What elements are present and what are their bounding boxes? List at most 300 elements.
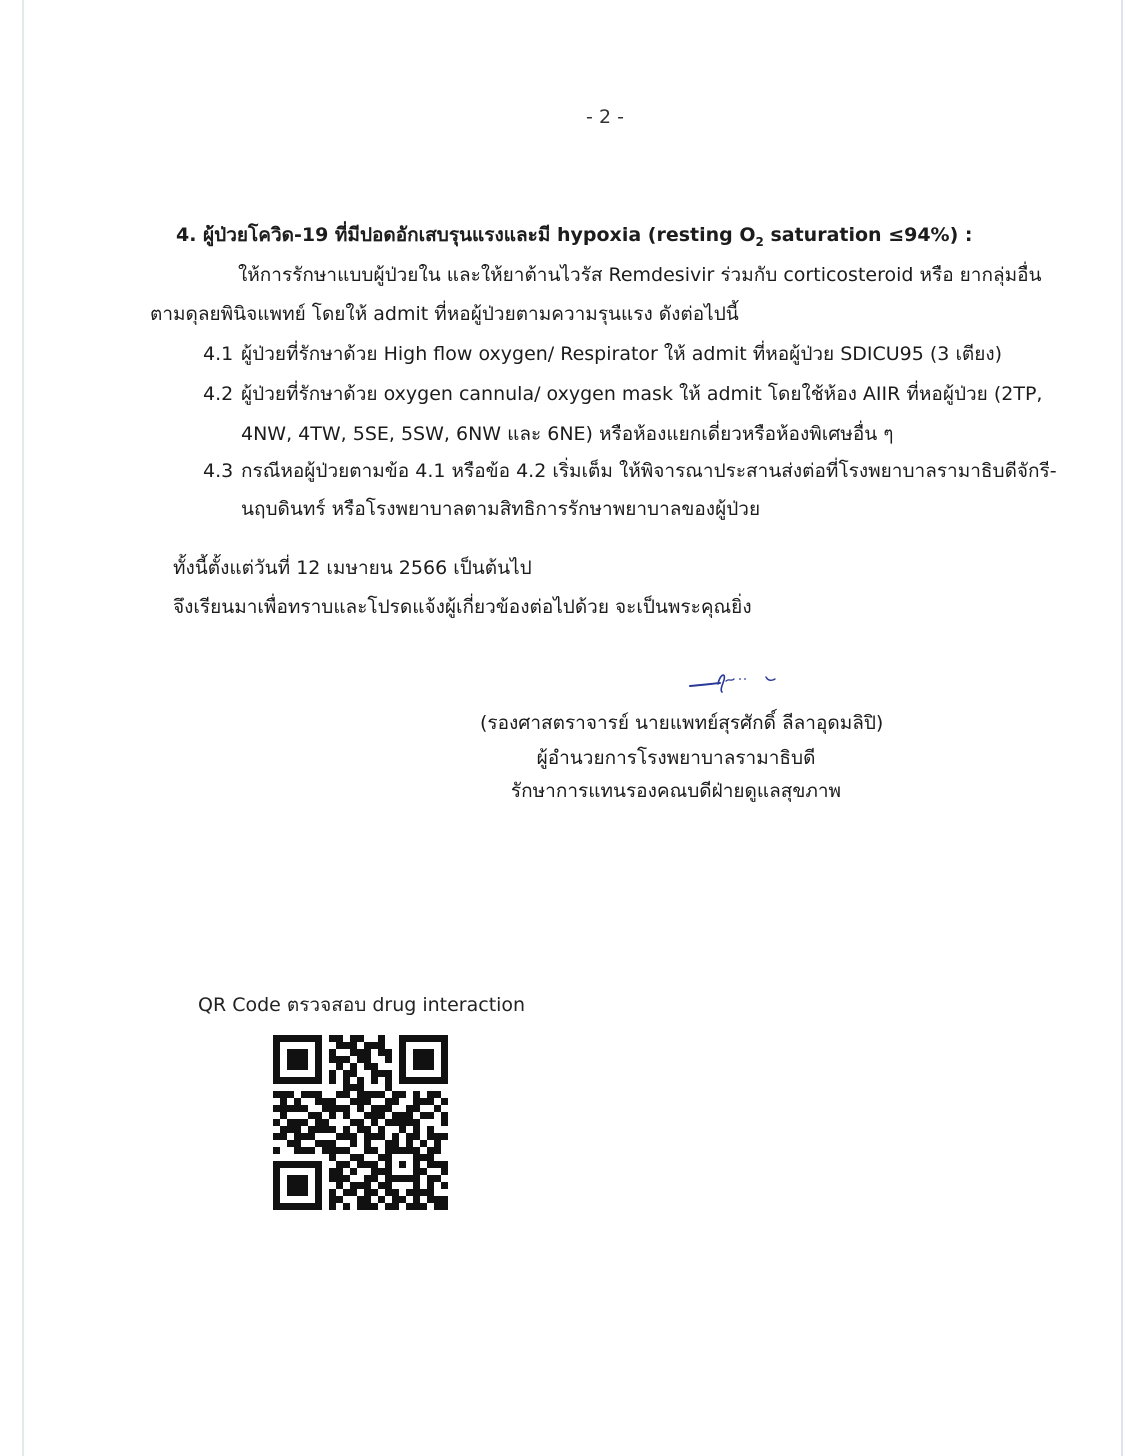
qr-module bbox=[399, 1063, 406, 1070]
qr-module bbox=[392, 1133, 399, 1140]
qr-module bbox=[434, 1175, 441, 1182]
qr-module bbox=[427, 1035, 434, 1042]
qr-module bbox=[378, 1154, 385, 1161]
qr-module bbox=[280, 1182, 287, 1189]
qr-module bbox=[322, 1056, 329, 1063]
qr-module bbox=[357, 1035, 364, 1042]
qr-module bbox=[350, 1140, 357, 1147]
qr-module bbox=[273, 1077, 280, 1084]
qr-module bbox=[301, 1168, 308, 1175]
qr-module bbox=[413, 1133, 420, 1140]
qr-module bbox=[273, 1161, 280, 1168]
heading-prefix: 4. ผู้ป่วยโควิด-19 ที่มีปอดอักเสบรุนแรงและมี hypoxia (resting O bbox=[176, 224, 756, 246]
qr-module bbox=[280, 1112, 287, 1119]
qr-module bbox=[371, 1168, 378, 1175]
qr-module bbox=[301, 1091, 308, 1098]
qr-module bbox=[371, 1161, 378, 1168]
qr-module bbox=[420, 1154, 427, 1161]
qr-module bbox=[441, 1189, 448, 1196]
qr-module bbox=[399, 1175, 406, 1182]
qr-module bbox=[406, 1112, 413, 1119]
qr-module bbox=[413, 1147, 420, 1154]
qr-module bbox=[357, 1154, 364, 1161]
qr-module bbox=[357, 1056, 364, 1063]
qr-module bbox=[294, 1084, 301, 1091]
qr-module bbox=[315, 1063, 322, 1070]
qr-module bbox=[364, 1042, 371, 1049]
qr-module bbox=[294, 1112, 301, 1119]
qr-module bbox=[378, 1203, 385, 1210]
qr-module bbox=[343, 1049, 350, 1056]
qr-module bbox=[441, 1147, 448, 1154]
qr-module bbox=[413, 1084, 420, 1091]
qr-module bbox=[336, 1098, 343, 1105]
qr-module bbox=[294, 1035, 301, 1042]
qr-module bbox=[280, 1168, 287, 1175]
qr-module bbox=[420, 1084, 427, 1091]
qr-module bbox=[343, 1140, 350, 1147]
qr-module bbox=[399, 1077, 406, 1084]
list-item-4-2 bbox=[203, 381, 1042, 407]
qr-module bbox=[434, 1056, 441, 1063]
qr-module bbox=[406, 1133, 413, 1140]
qr-module bbox=[322, 1147, 329, 1154]
qr-module bbox=[308, 1140, 315, 1147]
qr-module bbox=[378, 1098, 385, 1105]
qr-module bbox=[441, 1203, 448, 1210]
qr-module bbox=[343, 1063, 350, 1070]
qr-module bbox=[329, 1056, 336, 1063]
qr-module bbox=[329, 1140, 336, 1147]
qr-module bbox=[434, 1042, 441, 1049]
qr-module bbox=[329, 1126, 336, 1133]
qr-module bbox=[329, 1112, 336, 1119]
qr-module bbox=[301, 1056, 308, 1063]
qr-module bbox=[434, 1203, 441, 1210]
qr-module bbox=[371, 1140, 378, 1147]
qr-module bbox=[420, 1203, 427, 1210]
qr-module bbox=[385, 1154, 392, 1161]
qr-module bbox=[315, 1147, 322, 1154]
qr-module bbox=[273, 1112, 280, 1119]
qr-module bbox=[329, 1091, 336, 1098]
qr-module bbox=[294, 1133, 301, 1140]
qr-module bbox=[392, 1063, 399, 1070]
qr-module bbox=[343, 1098, 350, 1105]
qr-module bbox=[294, 1175, 301, 1182]
qr-module bbox=[434, 1091, 441, 1098]
qr-module bbox=[406, 1203, 413, 1210]
qr-module bbox=[392, 1084, 399, 1091]
qr-module bbox=[308, 1133, 315, 1140]
qr-module bbox=[343, 1091, 350, 1098]
qr-module bbox=[329, 1063, 336, 1070]
qr-module bbox=[427, 1056, 434, 1063]
qr-module bbox=[350, 1196, 357, 1203]
qr-module bbox=[350, 1126, 357, 1133]
qr-module bbox=[427, 1070, 434, 1077]
qr-module bbox=[413, 1168, 420, 1175]
qr-module bbox=[273, 1147, 280, 1154]
qr-module bbox=[399, 1091, 406, 1098]
qr-module bbox=[364, 1084, 371, 1091]
qr-module bbox=[364, 1168, 371, 1175]
qr-module bbox=[273, 1049, 280, 1056]
qr-module bbox=[420, 1182, 427, 1189]
qr-module bbox=[364, 1091, 371, 1098]
qr-module bbox=[301, 1147, 308, 1154]
qr-module bbox=[329, 1154, 336, 1161]
qr-module bbox=[336, 1063, 343, 1070]
qr-module bbox=[336, 1084, 343, 1091]
qr-module bbox=[336, 1133, 343, 1140]
qr-module bbox=[392, 1154, 399, 1161]
item-text: ผู้ป่วยที่รักษาด้วย oxygen cannula/ oxygen mask ให้ admit โดยใช้ห้อง AIIR ที่หอผู้ป่วย (2TP, bbox=[241, 383, 1043, 405]
qr-module bbox=[287, 1105, 294, 1112]
qr-module bbox=[336, 1196, 343, 1203]
qr-module bbox=[280, 1147, 287, 1154]
qr-module bbox=[434, 1140, 441, 1147]
qr-module bbox=[413, 1049, 420, 1056]
qr-module bbox=[399, 1182, 406, 1189]
list-item-4-3-continued: นฤบดินทร์ หรือโรงพยาบาลตามสิทธิการรักษาพยาบาลของผู้ป่วย bbox=[241, 498, 761, 520]
qr-module bbox=[308, 1126, 315, 1133]
qr-module bbox=[308, 1084, 315, 1091]
qr-module bbox=[427, 1084, 434, 1091]
qr-module bbox=[287, 1056, 294, 1063]
qr-module bbox=[378, 1161, 385, 1168]
qr-module bbox=[392, 1077, 399, 1084]
qr-module bbox=[357, 1133, 364, 1140]
qr-module bbox=[441, 1035, 448, 1042]
qr-module bbox=[322, 1098, 329, 1105]
qr-module bbox=[406, 1084, 413, 1091]
qr-module bbox=[392, 1203, 399, 1210]
qr-module bbox=[308, 1203, 315, 1210]
qr-module bbox=[350, 1105, 357, 1112]
qr-module bbox=[420, 1196, 427, 1203]
qr-module bbox=[364, 1133, 371, 1140]
qr-module bbox=[287, 1140, 294, 1147]
qr-module bbox=[280, 1126, 287, 1133]
qr-module bbox=[357, 1147, 364, 1154]
qr-module bbox=[294, 1049, 301, 1056]
qr-module bbox=[441, 1098, 448, 1105]
qr-module bbox=[273, 1084, 280, 1091]
qr-module bbox=[357, 1196, 364, 1203]
qr-module bbox=[406, 1056, 413, 1063]
qr-module bbox=[287, 1049, 294, 1056]
qr-module bbox=[343, 1077, 350, 1084]
qr-module bbox=[371, 1203, 378, 1210]
qr-module bbox=[315, 1196, 322, 1203]
qr-module bbox=[385, 1203, 392, 1210]
qr-module bbox=[427, 1112, 434, 1119]
qr-module bbox=[441, 1091, 448, 1098]
qr-module bbox=[329, 1070, 336, 1077]
qr-module bbox=[371, 1182, 378, 1189]
qr-module bbox=[350, 1133, 357, 1140]
qr-module bbox=[413, 1119, 420, 1126]
qr-module bbox=[322, 1154, 329, 1161]
qr-module bbox=[371, 1196, 378, 1203]
qr-module bbox=[308, 1168, 315, 1175]
qr-module bbox=[385, 1070, 392, 1077]
qr-module bbox=[364, 1147, 371, 1154]
qr-module bbox=[322, 1070, 329, 1077]
qr-module bbox=[329, 1147, 336, 1154]
qr-module bbox=[294, 1077, 301, 1084]
qr-module bbox=[322, 1084, 329, 1091]
qr-module bbox=[392, 1049, 399, 1056]
qr-module bbox=[364, 1070, 371, 1077]
qr-module bbox=[315, 1084, 322, 1091]
drug-interaction-qr-code[interactable] bbox=[273, 1035, 448, 1210]
qr-module bbox=[413, 1203, 420, 1210]
qr-module bbox=[371, 1119, 378, 1126]
qr-module bbox=[336, 1175, 343, 1182]
qr-module bbox=[441, 1168, 448, 1175]
qr-module bbox=[406, 1035, 413, 1042]
qr-module bbox=[343, 1161, 350, 1168]
qr-module bbox=[413, 1189, 420, 1196]
intro-line-1: ให้การรักษาแบบผู้ป่วยใน และให้ยาต้านไวรัส Remdesivir ร่วมกับ corticosteroid หรือ ยากลุ่มอื่น bbox=[238, 264, 1042, 286]
qr-module bbox=[322, 1112, 329, 1119]
qr-module bbox=[385, 1147, 392, 1154]
qr-module bbox=[350, 1084, 357, 1091]
qr-module bbox=[350, 1056, 357, 1063]
qr-module bbox=[343, 1154, 350, 1161]
qr-module bbox=[427, 1042, 434, 1049]
qr-module bbox=[392, 1070, 399, 1077]
qr-module bbox=[287, 1133, 294, 1140]
qr-module bbox=[371, 1112, 378, 1119]
qr-module bbox=[427, 1077, 434, 1084]
qr-module bbox=[357, 1112, 364, 1119]
qr-module bbox=[322, 1161, 329, 1168]
qr-module bbox=[280, 1098, 287, 1105]
qr-module bbox=[294, 1105, 301, 1112]
qr-module bbox=[294, 1042, 301, 1049]
qr-module bbox=[287, 1154, 294, 1161]
qr-module bbox=[413, 1154, 420, 1161]
qr-module bbox=[420, 1105, 427, 1112]
qr-module bbox=[406, 1105, 413, 1112]
qr-module bbox=[364, 1140, 371, 1147]
qr-module bbox=[413, 1070, 420, 1077]
qr-module bbox=[434, 1035, 441, 1042]
qr-module bbox=[385, 1140, 392, 1147]
qr-module bbox=[294, 1168, 301, 1175]
qr-module bbox=[385, 1119, 392, 1126]
qr-module bbox=[336, 1091, 343, 1098]
qr-module bbox=[434, 1105, 441, 1112]
qr-module bbox=[399, 1056, 406, 1063]
qr-module bbox=[399, 1035, 406, 1042]
qr-module bbox=[287, 1091, 294, 1098]
qr-module bbox=[280, 1140, 287, 1147]
qr-module bbox=[308, 1098, 315, 1105]
qr-module bbox=[280, 1063, 287, 1070]
qr-module bbox=[406, 1070, 413, 1077]
qr-module bbox=[385, 1077, 392, 1084]
scan-edge-left bbox=[22, 0, 24, 1456]
qr-module bbox=[336, 1168, 343, 1175]
qr-module bbox=[315, 1161, 322, 1168]
qr-module bbox=[336, 1126, 343, 1133]
qr-module bbox=[427, 1168, 434, 1175]
qr-module bbox=[308, 1119, 315, 1126]
qr-module bbox=[308, 1161, 315, 1168]
qr-module bbox=[434, 1189, 441, 1196]
qr-module bbox=[378, 1182, 385, 1189]
qr-module bbox=[308, 1063, 315, 1070]
qr-module bbox=[399, 1070, 406, 1077]
qr-module bbox=[427, 1182, 434, 1189]
qr-module bbox=[357, 1140, 364, 1147]
heading-suffix: saturation ≤94%) : bbox=[763, 224, 973, 246]
qr-module bbox=[441, 1063, 448, 1070]
qr-module bbox=[287, 1189, 294, 1196]
qr-module bbox=[427, 1175, 434, 1182]
qr-module bbox=[273, 1175, 280, 1182]
qr-module bbox=[420, 1189, 427, 1196]
signatory-position-1: ผู้อำนวยการโรงพยาบาลรามาธิบดี bbox=[536, 747, 816, 769]
qr-module bbox=[287, 1161, 294, 1168]
qr-module bbox=[315, 1140, 322, 1147]
qr-module bbox=[301, 1161, 308, 1168]
qr-module bbox=[357, 1189, 364, 1196]
qr-module bbox=[350, 1077, 357, 1084]
qr-module bbox=[406, 1049, 413, 1056]
qr-module bbox=[301, 1077, 308, 1084]
qr-module bbox=[378, 1042, 385, 1049]
qr-module bbox=[329, 1035, 336, 1042]
qr-module bbox=[441, 1154, 448, 1161]
qr-module bbox=[308, 1049, 315, 1056]
qr-module bbox=[273, 1070, 280, 1077]
qr-module bbox=[308, 1154, 315, 1161]
qr-module bbox=[399, 1126, 406, 1133]
qr-module bbox=[378, 1196, 385, 1203]
qr-module bbox=[329, 1196, 336, 1203]
qr-module bbox=[357, 1168, 364, 1175]
qr-module bbox=[364, 1119, 371, 1126]
qr-module bbox=[441, 1084, 448, 1091]
qr-module bbox=[406, 1063, 413, 1070]
qr-module bbox=[413, 1042, 420, 1049]
qr-module bbox=[280, 1119, 287, 1126]
qr-module bbox=[343, 1189, 350, 1196]
qr-module bbox=[350, 1112, 357, 1119]
qr-module bbox=[399, 1049, 406, 1056]
qr-module bbox=[364, 1077, 371, 1084]
qr-module bbox=[399, 1196, 406, 1203]
qr-module bbox=[441, 1042, 448, 1049]
qr-module bbox=[350, 1168, 357, 1175]
qr-module bbox=[336, 1042, 343, 1049]
qr-module bbox=[322, 1091, 329, 1098]
qr-module bbox=[392, 1161, 399, 1168]
qr-module bbox=[280, 1175, 287, 1182]
qr-module bbox=[273, 1168, 280, 1175]
qr-module bbox=[336, 1189, 343, 1196]
qr-module bbox=[427, 1098, 434, 1105]
qr-module bbox=[343, 1042, 350, 1049]
qr-module bbox=[350, 1189, 357, 1196]
qr-module bbox=[287, 1119, 294, 1126]
qr-module bbox=[294, 1063, 301, 1070]
qr-module bbox=[294, 1140, 301, 1147]
qr-module bbox=[357, 1175, 364, 1182]
qr-module bbox=[399, 1168, 406, 1175]
qr-module bbox=[343, 1203, 350, 1210]
qr-module bbox=[287, 1063, 294, 1070]
qr-module bbox=[434, 1147, 441, 1154]
qr-module bbox=[371, 1042, 378, 1049]
qr-module bbox=[364, 1098, 371, 1105]
qr-module bbox=[308, 1056, 315, 1063]
qr-module bbox=[364, 1056, 371, 1063]
qr-module bbox=[441, 1196, 448, 1203]
qr-module bbox=[301, 1049, 308, 1056]
qr-module bbox=[413, 1077, 420, 1084]
qr-module bbox=[427, 1091, 434, 1098]
qr-module bbox=[385, 1091, 392, 1098]
qr-module bbox=[441, 1119, 448, 1126]
qr-module bbox=[420, 1077, 427, 1084]
qr-module bbox=[434, 1133, 441, 1140]
qr-module bbox=[413, 1091, 420, 1098]
qr-module bbox=[406, 1098, 413, 1105]
qr-module bbox=[434, 1098, 441, 1105]
qr-module bbox=[441, 1056, 448, 1063]
qr-module bbox=[287, 1084, 294, 1091]
qr-module bbox=[315, 1077, 322, 1084]
qr-module bbox=[364, 1161, 371, 1168]
qr-module bbox=[357, 1070, 364, 1077]
qr-module bbox=[434, 1049, 441, 1056]
qr-module bbox=[434, 1077, 441, 1084]
qr-module bbox=[392, 1175, 399, 1182]
qr-module bbox=[301, 1182, 308, 1189]
qr-module bbox=[273, 1203, 280, 1210]
qr-module bbox=[301, 1196, 308, 1203]
qr-module bbox=[378, 1084, 385, 1091]
qr-module bbox=[406, 1175, 413, 1182]
qr-module bbox=[350, 1070, 357, 1077]
qr-module bbox=[301, 1203, 308, 1210]
item-text: ผู้ป่วยที่รักษาด้วย High flow oxygen/ Respirator ให้ admit ที่หอผู้ป่วย SDICU95 (3 เตียง) bbox=[241, 343, 1003, 365]
qr-module bbox=[273, 1154, 280, 1161]
qr-module bbox=[427, 1196, 434, 1203]
qr-module bbox=[280, 1196, 287, 1203]
qr-module bbox=[273, 1189, 280, 1196]
qr-module bbox=[294, 1203, 301, 1210]
qr-module bbox=[329, 1119, 336, 1126]
qr-module bbox=[343, 1175, 350, 1182]
qr-module bbox=[420, 1042, 427, 1049]
qr-module bbox=[273, 1140, 280, 1147]
qr-module bbox=[427, 1105, 434, 1112]
qr-module bbox=[420, 1161, 427, 1168]
qr-module bbox=[315, 1168, 322, 1175]
qr-module bbox=[399, 1133, 406, 1140]
qr-module bbox=[371, 1049, 378, 1056]
qr-module bbox=[308, 1175, 315, 1182]
qr-module bbox=[420, 1140, 427, 1147]
qr-module bbox=[322, 1196, 329, 1203]
